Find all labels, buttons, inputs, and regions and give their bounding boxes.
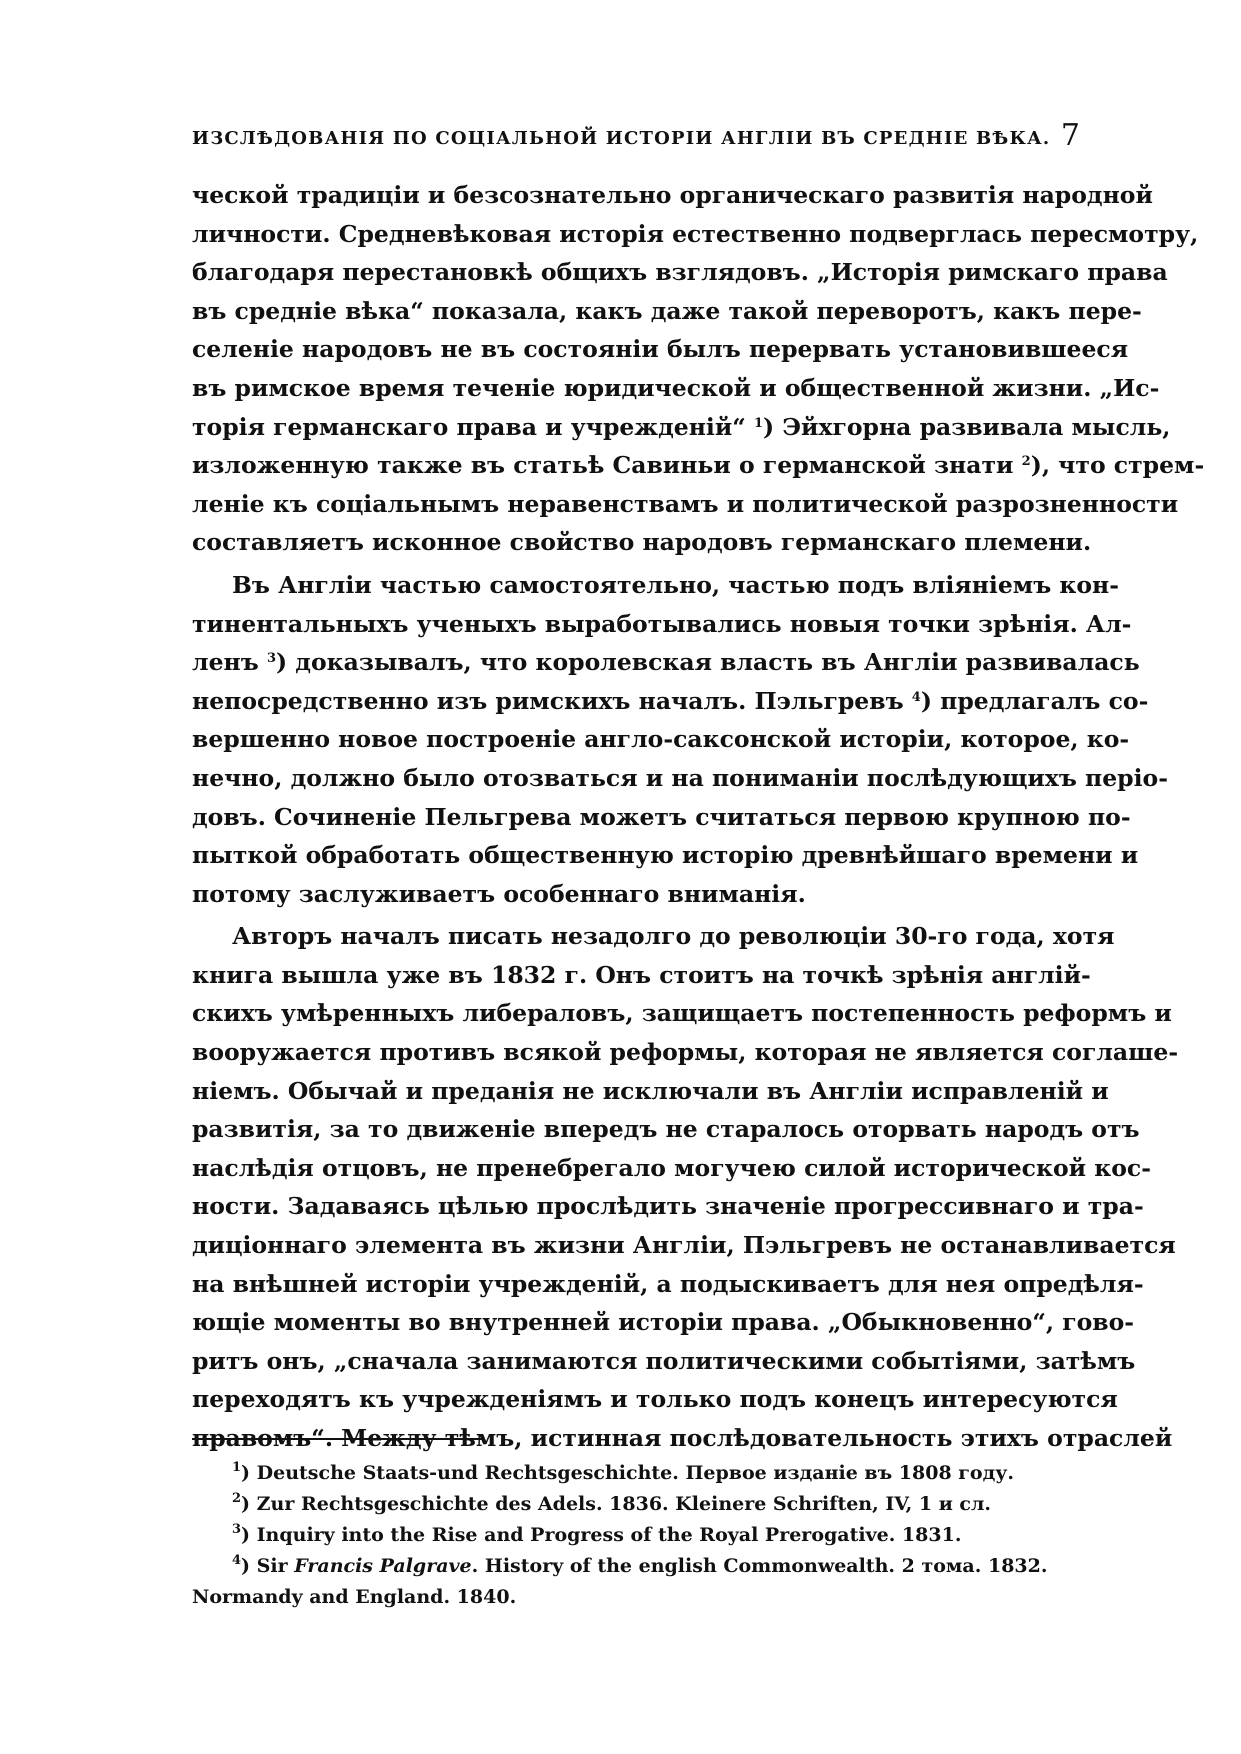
footnote-text: ) Deutsche Staats-und Rechtsgeschichte. Первое изданіе въ 1808 году. <box>241 1462 1015 1484</box>
footnote-text: ) Sir <box>241 1555 295 1577</box>
footnote-number: 3 <box>232 1522 242 1537</box>
footnote-mark: 2 <box>1021 454 1031 470</box>
text-line: потому заслуживаетъ особеннаго вниманія. <box>192 879 806 908</box>
text-line: ніемъ. Обычай и преданія не исключали въ Англіи исправленій и <box>192 1076 1109 1105</box>
text-line: диціоннаго элемента въ жизни Англіи, Пэльгревъ не останавливается <box>192 1231 1176 1260</box>
text-line: довъ. Сочиненіе Пельгрева можетъ считаться первою крупною по- <box>192 802 1131 831</box>
text-line: тинентальныхъ ученыхъ выработывались новыя точки зрѣнія. Ал- <box>192 609 1132 638</box>
text-line: вершенно новое построеніе англо-саксонской исторіи, которое, ко- <box>192 725 1130 754</box>
text-segment: изложенную также въ статьѣ Савиньи о германской знати <box>192 451 1014 480</box>
text-segment: ), что стрем- <box>1030 451 1205 480</box>
text-line: ческой традиціи и безсознательно органическаго развитія народной <box>192 181 1153 209</box>
footnote-3 <box>192 1520 1080 1551</box>
text-line: переходятъ къ учрежденіямъ и только подъ конецъ интересуются <box>192 1385 1118 1414</box>
text-line: благодаря перестановкѣ общихъ взглядовъ. „Исторія римскаго права <box>192 258 1168 287</box>
footnote-2 <box>192 1489 1080 1520</box>
main-text <box>192 176 1205 1458</box>
text-line: ющіе моменты во внутренней исторіи права. „Обыкновенно“, гово- <box>192 1308 1135 1337</box>
text-segment: ) предлагалъ со- <box>920 686 1149 715</box>
footnote-mark: 4 <box>911 689 921 705</box>
text-line: наслѣдія отцовъ, не пренебрегало могучею силой исторической кос- <box>192 1153 1151 1182</box>
running-title: ИЗСЛѢДОВАНІЯ ПО СОЦІАЛЬНОЙ ИСТОРІИ АНГЛІИ ВЪ СРЕДНІЕ ВѢКА. <box>192 128 1051 149</box>
text-line: Авторъ началъ писать незадолго до революціи 30-го года, хотя <box>232 922 1115 951</box>
text-line: книга вышла уже въ 1832 г. Онъ стоитъ на точкѣ зрѣнія англій- <box>192 960 1091 989</box>
footnote-mark: 1 <box>753 415 764 431</box>
author-name: Francis Palgrave <box>294 1555 472 1577</box>
footnote-number: 2 <box>232 1491 242 1506</box>
footnote-4 <box>192 1551 1080 1582</box>
text-line: личности. Средневѣковая исторія естественно подверглась пересмотру, <box>192 219 1199 248</box>
text-line <box>192 643 1140 682</box>
text-line: скихъ умѣренныхъ либераловъ, защищаетъ постепенность реформъ и <box>192 999 1172 1028</box>
text-line: составляетъ исконное свойство народовъ германскаго племени. <box>192 528 1092 557</box>
text-segment: непосредственно изъ римскихъ началъ. Пэльгревъ <box>192 686 904 715</box>
text-line: леніе къ соціальнымъ неравенствамъ и политической разрозненности <box>192 489 1179 518</box>
text-segment: ) Эйхгорна развивала мысль, <box>763 412 1171 441</box>
page-number: 7 <box>1060 118 1080 153</box>
text-segment: ) доказывалъ, что королевская власть въ Англіи развивалась <box>275 648 1140 677</box>
text-line: Въ Англіи частью самостоятельно, частью подъ вліяніемъ кон- <box>232 570 1119 599</box>
footnote-number: 1 <box>232 1460 242 1475</box>
footnote-number: 4 <box>232 1553 242 1568</box>
text-line: ности. Задаваясь цѣлью прослѣдить значеніе прогрессивнаго и тра- <box>192 1192 1144 1221</box>
text-segment: торія германскаго права и учрежденій“ <box>192 412 746 441</box>
footnote-text: ) Zur Rechtsgeschichte des Adels. 1836. Kleinere Schriften, IV, 1 и сл. <box>241 1493 992 1515</box>
footnote-divider <box>192 1438 484 1440</box>
text-line: ритъ онъ, „сначала занимаются политическими событіями, затѣмъ <box>192 1346 1136 1375</box>
footnote-4-continued: Normandy and England. 1840. <box>192 1586 517 1608</box>
text-line: селеніе народовъ не въ состояніи былъ перервать установившееся <box>192 335 1129 364</box>
text-line <box>192 408 1171 447</box>
footnotes <box>192 1458 1080 1613</box>
text-line: нечно, должно было отозваться и на пониманіи послѣдующихъ періо- <box>192 763 1168 792</box>
text-line: въ римское время теченіе юридической и общественной жизни. „Ис- <box>192 373 1160 402</box>
text-line: развитія, за то движеніе впередъ не старалось оторвать народъ отъ <box>192 1115 1140 1144</box>
text-line: пыткой обработать общественную исторію древнѣйшаго времени и <box>192 841 1139 870</box>
page-header <box>192 118 1080 158</box>
text-line <box>192 682 1149 721</box>
text-line: правомъ“. Между тѣмъ, истинная послѣдовательность этихъ отраслей <box>192 1424 1173 1452</box>
footnote-mark: 3 <box>266 651 276 667</box>
footnote-text: . History of the english Commonwealth. 2 тома. 1832. <box>471 1555 1048 1577</box>
text-line: вооружается противъ всякой реформы, которая не является соглаше- <box>192 1038 1179 1067</box>
footnote-text: ) Inquiry into the Rise and Progress of the Royal Prerogative. 1831. <box>241 1524 962 1546</box>
text-line <box>192 446 1205 485</box>
text-line: на внѣшней исторіи учрежденій, а подыскиваетъ для нея опредѣля- <box>192 1269 1144 1298</box>
text-line: въ средніе вѣка“ показала, какъ даже такой переворотъ, какъ пере- <box>192 296 1142 325</box>
footnote-1 <box>192 1458 1080 1489</box>
text-segment: ленъ <box>192 648 259 677</box>
